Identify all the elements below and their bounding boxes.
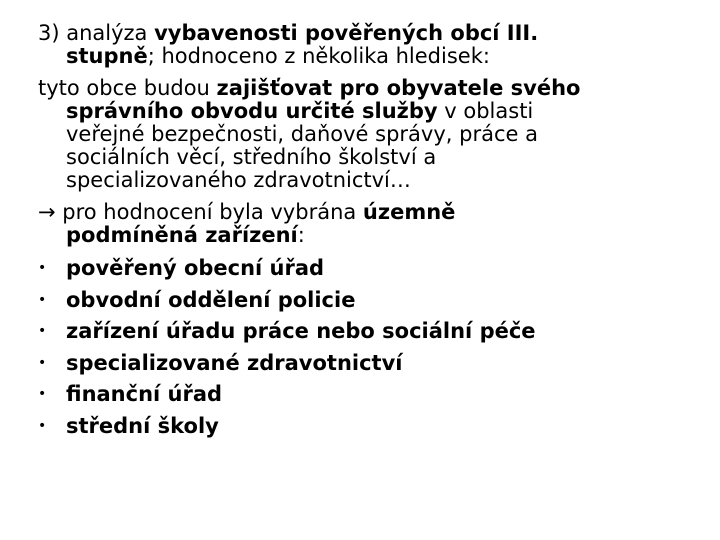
list-item-label: obvodní oddělení policie xyxy=(66,287,356,312)
paragraph-facilities-bold-1: územně xyxy=(362,200,456,224)
paragraph-services-bold-1: zajišťovat pro obyvatele svého xyxy=(216,76,581,100)
list-item-label: pověřený obecní úřad xyxy=(66,256,325,280)
paragraph-services-line-3: veřejné bezpečnosti, daňové správy, práce a xyxy=(66,122,538,146)
paragraph-services-prefix: tyto obce budou xyxy=(38,76,217,100)
paragraph-facilities-suffix: : xyxy=(297,223,305,247)
paragraph-services-bold-2: správního obvodu určité služby xyxy=(66,99,438,123)
paragraph-services-line-4: sociálních věcí, středního školství a xyxy=(66,145,437,169)
paragraph-facilities xyxy=(38,201,678,247)
bullet-icon: • xyxy=(38,260,47,276)
list-item xyxy=(38,316,678,348)
list-item-label: zařízení úřadu práce nebo sociální péče xyxy=(66,319,536,343)
bullet-icon: • xyxy=(38,354,47,371)
paragraph-facilities-bold-2: podmíněná zařízení xyxy=(66,223,298,247)
list-item-label: finanční úřad xyxy=(66,382,223,406)
facility-list xyxy=(38,253,678,442)
list-item xyxy=(38,411,678,443)
paragraph-analysis-bold-1: vybavenosti pověřených obcí III. xyxy=(154,21,539,45)
list-item-label: specializované zdravotnictví xyxy=(66,350,403,375)
paragraph-analysis-suffix: ; hodnoceno z několika hledisek: xyxy=(147,44,490,68)
list-item xyxy=(38,379,678,411)
list-item xyxy=(38,285,678,317)
list-item xyxy=(38,348,678,380)
bullet-icon: • xyxy=(38,291,47,308)
slide-content xyxy=(38,20,678,442)
arrow-icon: → xyxy=(38,200,56,224)
list-item-label: střední školy xyxy=(66,413,219,438)
paragraph-facilities-prefix: pro hodnocení byla vybrána xyxy=(55,200,363,224)
bullet-icon: • xyxy=(38,386,47,402)
bullet-icon: • xyxy=(38,417,47,434)
bullet-icon: • xyxy=(38,323,47,339)
paragraph-services-line-5: specializovaného zdravotnictví… xyxy=(66,168,411,192)
list-item xyxy=(38,253,678,285)
paragraph-services-suffix: v oblasti xyxy=(437,99,534,123)
paragraph-analysis-bold-2: stupně xyxy=(66,44,148,68)
paragraph-analysis-prefix: 3) analýza xyxy=(38,21,155,45)
paragraph-services xyxy=(38,77,678,192)
paragraph-analysis xyxy=(38,22,678,68)
